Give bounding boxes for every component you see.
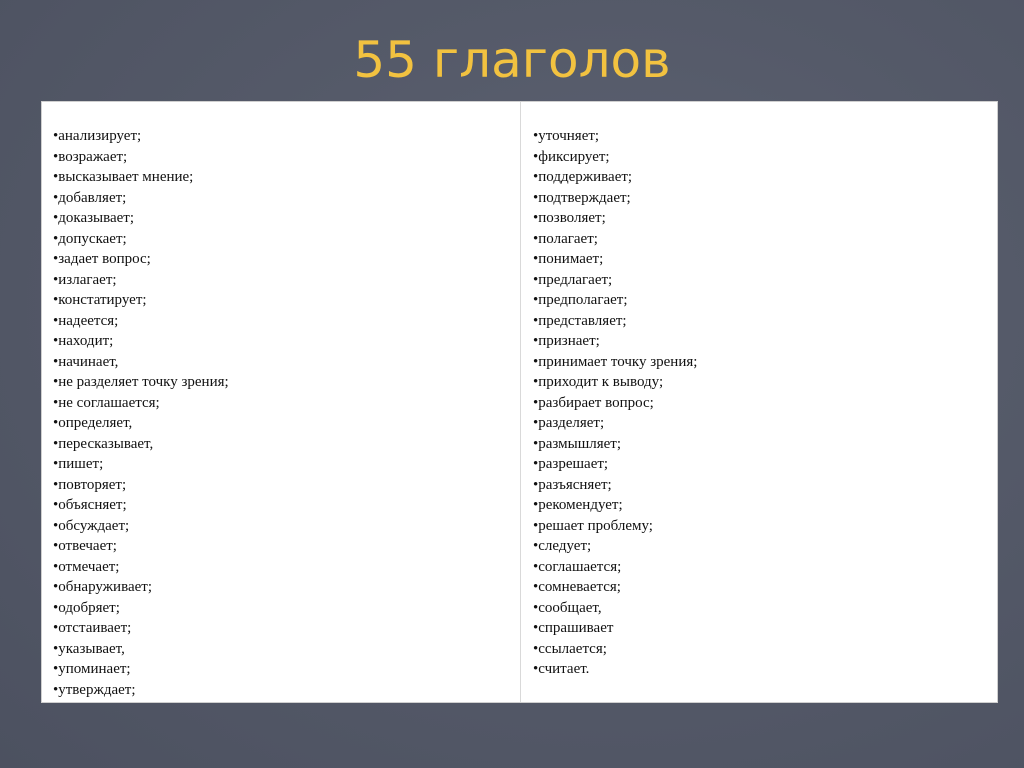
list-item: •предполагает; — [533, 292, 628, 308]
list-item: •отвечает; — [53, 538, 117, 554]
list-item: •соглашается; — [533, 558, 622, 575]
right-verb-list — [533, 126, 697, 680]
slide-title: 55 глаголов — [353, 31, 671, 89]
list-item: •высказывает мнение; — [53, 169, 194, 185]
list-item: •утверждает; — [53, 681, 136, 698]
list-item: •решает проблему; — [533, 517, 653, 534]
list-item: •обсуждает; — [53, 517, 130, 534]
list-item: •констатирует; — [53, 292, 147, 308]
list-item: •сообщает, — [533, 599, 602, 616]
list-item: •размышляет; — [533, 435, 622, 452]
list-item: •добавляет; — [53, 189, 127, 206]
verb-table — [41, 101, 998, 703]
list-item: •задает вопрос; — [53, 251, 151, 267]
left-column — [42, 102, 521, 702]
list-item: •поддерживает; — [533, 169, 633, 185]
list-item: •одобряет; — [53, 599, 120, 616]
list-item: •принимает точку зрения; — [533, 353, 698, 370]
list-item: •предлагает; — [533, 271, 613, 288]
list-item: •отмечает; — [53, 558, 120, 575]
list-item: •обнаруживает; — [53, 579, 152, 595]
list-item: •уточняет; — [533, 128, 600, 144]
list-item: •понимает; — [533, 251, 604, 267]
list-item: •спрашивает — [533, 620, 614, 636]
list-item: •полагает; — [533, 230, 598, 247]
list-item: •начинает, — [53, 353, 119, 370]
list-item: •рекомендует; — [533, 497, 623, 513]
list-item: •находит; — [53, 333, 114, 349]
list-item: •указывает, — [53, 640, 125, 657]
list-item: •представляет; — [533, 312, 627, 329]
list-item: •анализирует; — [53, 128, 142, 144]
list-item: •не соглашается; — [53, 394, 160, 411]
list-item: •ссылается; — [533, 640, 607, 657]
list-item: •признает; — [533, 333, 600, 349]
list-item: •упоминает; — [53, 661, 131, 677]
list-item: •разбирает вопрос; — [533, 394, 654, 411]
list-item: •разрешает; — [533, 456, 609, 472]
list-item: •подтверждает; — [533, 189, 631, 206]
list-item: •определяет, — [53, 415, 133, 431]
list-item: •следует; — [533, 538, 592, 554]
list-item: •пересказывает, — [53, 435, 154, 452]
list-item: •приходит к выводу; — [533, 374, 664, 390]
list-item: •разъясняет; — [533, 476, 612, 493]
left-verb-list — [53, 126, 229, 700]
list-item: •излагает; — [53, 271, 117, 288]
list-item: •пишет; — [53, 456, 104, 472]
list-item: •считает. — [533, 661, 590, 677]
list-item: •возражает; — [53, 148, 128, 165]
list-item: •доказывает; — [53, 210, 135, 226]
list-item: •разделяет; — [533, 415, 605, 431]
list-item: •надеется; — [53, 312, 119, 329]
list-item: •повторяет; — [53, 476, 127, 493]
list-item: •объясняет; — [53, 497, 127, 513]
list-item: •позволяет; — [533, 210, 606, 226]
list-item: •не разделяет точку зрения; — [53, 374, 229, 390]
list-item: •допускает; — [53, 230, 127, 247]
right-column — [521, 102, 997, 702]
list-item: •фиксирует; — [533, 148, 610, 165]
list-item: •отстаивает; — [53, 620, 132, 636]
list-item: •сомневается; — [533, 579, 621, 595]
